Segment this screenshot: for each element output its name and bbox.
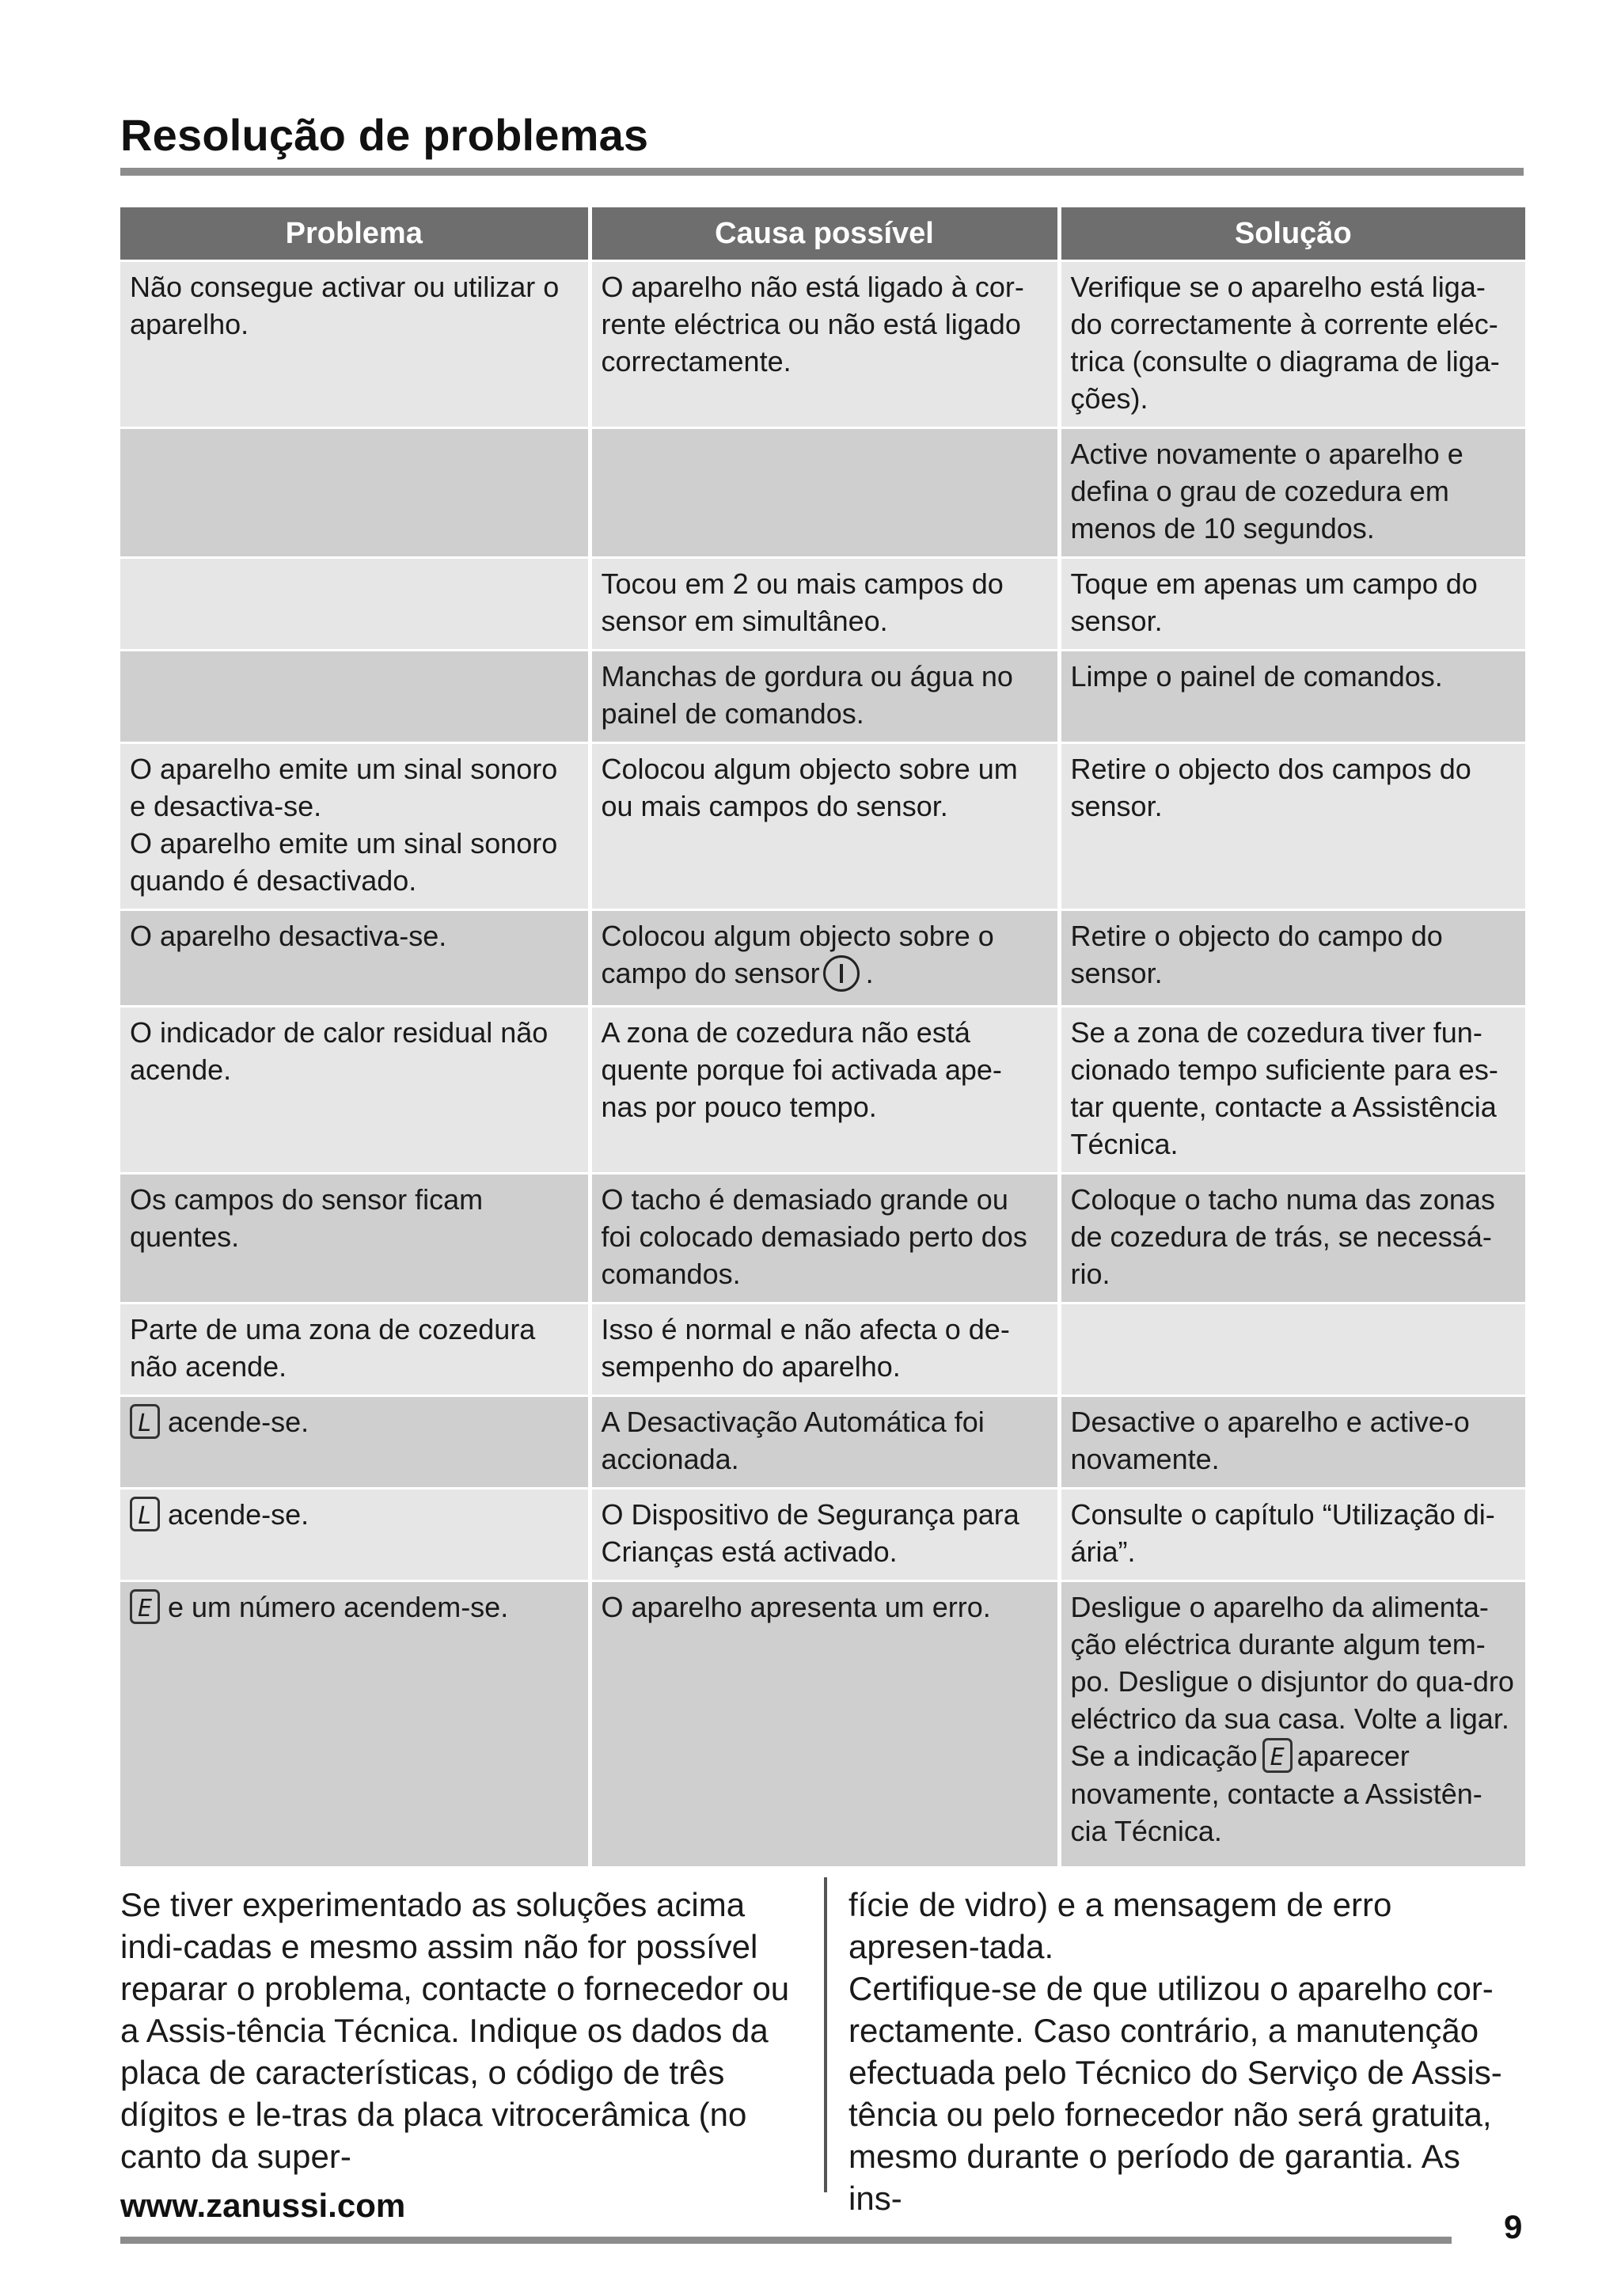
problem-cell xyxy=(120,1489,590,1581)
problem-cell xyxy=(120,651,590,743)
cause-cell: O Dispositivo de Segurança para Crianças está activado. xyxy=(590,1489,1059,1581)
header-problem: Problema xyxy=(120,207,590,261)
problem-text: acende-se. xyxy=(168,1406,309,1438)
problem-cell xyxy=(120,428,590,558)
solution-cell: Verifique se o aparelho está liga-do correctamente à corrente eléc-trica (consulte o diagrama de liga-ções). xyxy=(1059,261,1525,428)
solution-cell: Active novamente o aparelho e defina o grau de cozedura em menos de 10 segundos. xyxy=(1059,428,1525,558)
table-row xyxy=(120,1581,1525,1866)
solution-cell xyxy=(1059,1304,1525,1396)
column-divider xyxy=(824,1877,827,2192)
solution-cell: Limpe o painel de comandos. xyxy=(1059,651,1525,743)
table-header-row xyxy=(120,207,1525,261)
header-cause: Causa possível xyxy=(590,207,1059,261)
problem-cell: Parte de uma zona de cozedura não acende. xyxy=(120,1304,590,1396)
display-l-icon: L xyxy=(130,1404,160,1439)
footer-url: www.zanussi.com xyxy=(120,2187,406,2224)
cause-cell: Isso é normal e não afecta o de-sempenho do aparelho. xyxy=(590,1304,1059,1396)
cause-cell: A Desactivação Automática foi accionada. xyxy=(590,1396,1059,1489)
problem-text: e um número acendem-se. xyxy=(168,1591,509,1623)
cause-cell: Colocou algum objecto sobre um ou mais campos do sensor. xyxy=(590,743,1059,910)
problem-cell: Não consegue activar ou utilizar o aparelho. xyxy=(120,261,590,428)
body-text-right: fície de vidro) e a mensagem de erro apresen-tada. Certifique-se de que utilizou o aparelho cor-rectamente. Caso contrário, a manutenção efectuada pelo Técnico do Serviço de Assis-tência ou pelo fornecedor não será gratuita, mesmo durante o período de garantia. As ins- xyxy=(848,1886,1502,2217)
display-e-icon: E xyxy=(1262,1738,1293,1773)
body-text-left: Se tiver experimentado as soluções acima indi-cadas e mesmo assim não for possível reparar o problema, contacte o fornecedor ou a Assis-tência Técnica. Indique os dados da placa de características, o código de três dígitos e le-tras da placa vitrocerâmica (no canto da super- xyxy=(120,1886,790,2175)
cause-cell: Tocou em 2 ou mais campos do sensor em simultâneo. xyxy=(590,558,1059,651)
table-row xyxy=(120,558,1525,651)
problem-cell xyxy=(120,558,590,651)
problem-cell: O aparelho emite um sinal sonoro e desactiva-se. O aparelho emite um sinal sonoro quando é desactivado. xyxy=(120,743,590,910)
table-row xyxy=(120,743,1525,910)
cause-cell xyxy=(590,428,1059,558)
problem-cell: O indicador de calor residual não acende. xyxy=(120,1007,590,1174)
table-row xyxy=(120,651,1525,743)
cause-cell: O aparelho não está ligado à cor-rente eléctrica ou não está ligado correctamente. xyxy=(590,261,1059,428)
solution-cell: Desactive o aparelho e active-o novamente. xyxy=(1059,1396,1525,1489)
cause-text: Colocou algum objecto sobre o campo do sensor xyxy=(601,920,994,989)
table-row xyxy=(120,1304,1525,1396)
problem-cell xyxy=(120,1396,590,1489)
table-row xyxy=(120,261,1525,428)
cause-cell: O tacho é demasiado grande ou foi colocado demasiado perto dos comandos. xyxy=(590,1174,1059,1304)
troubleshooting-table xyxy=(120,207,1525,1866)
table-row xyxy=(120,428,1525,558)
title-rule xyxy=(120,168,1524,176)
cause-text-end: . xyxy=(865,957,874,989)
table-row xyxy=(120,1489,1525,1581)
table-row xyxy=(120,1396,1525,1489)
solution-cell: Coloque o tacho numa das zonas de cozedura de trás, se necessá-rio. xyxy=(1059,1174,1525,1304)
page-number: 9 xyxy=(1504,2208,1523,2245)
problem-cell: Os campos do sensor ficam quentes. xyxy=(120,1174,590,1304)
cause-cell: Manchas de gordura ou água no painel de comandos. xyxy=(590,651,1059,743)
footer-rule xyxy=(120,2237,1452,2244)
problem-cell: O aparelho desactiva-se. xyxy=(120,910,590,1007)
problem-text: acende-se. xyxy=(168,1498,309,1531)
solution-cell: Toque em apenas um campo do sensor. xyxy=(1059,558,1525,651)
problem-cell xyxy=(120,1581,590,1866)
cause-cell: O aparelho apresenta um erro. xyxy=(590,1581,1059,1866)
cause-cell xyxy=(590,910,1059,1007)
solution-text: Desligue o aparelho da alimenta-ção eléctrica durante algum tem-po. Desligue o disjuntor do qua-dro eléctrico da sua casa. Volte a ligar. Se a indicação xyxy=(1070,1591,1514,1772)
solution-cell xyxy=(1059,1581,1525,1866)
solution-cell: Consulte o capítulo “Utilização di-ária”. xyxy=(1059,1489,1525,1581)
header-solution: Solução xyxy=(1059,207,1525,261)
table-row xyxy=(120,910,1525,1007)
on-off-sensor-icon xyxy=(823,955,860,992)
solution-cell: Retire o objecto dos campos do sensor. xyxy=(1059,743,1525,910)
page-title: Resolução de problemas xyxy=(120,110,649,160)
cause-cell: A zona de cozedura não está quente porque foi activada ape-nas por pouco tempo. xyxy=(590,1007,1059,1174)
display-e-icon: E xyxy=(130,1589,160,1624)
table-row xyxy=(120,1174,1525,1304)
table-row xyxy=(120,1007,1525,1174)
solution-cell: Retire o objecto do campo do sensor. xyxy=(1059,910,1525,1007)
display-l-icon: L xyxy=(130,1497,160,1531)
solution-text-end: aparecer novamente, contacte a Assistên-cia Técnica. xyxy=(1070,1740,1482,1848)
solution-cell: Se a zona de cozedura tiver fun-cionado tempo suficiente para es-tar quente, contacte a Assistência Técnica. xyxy=(1059,1007,1525,1174)
